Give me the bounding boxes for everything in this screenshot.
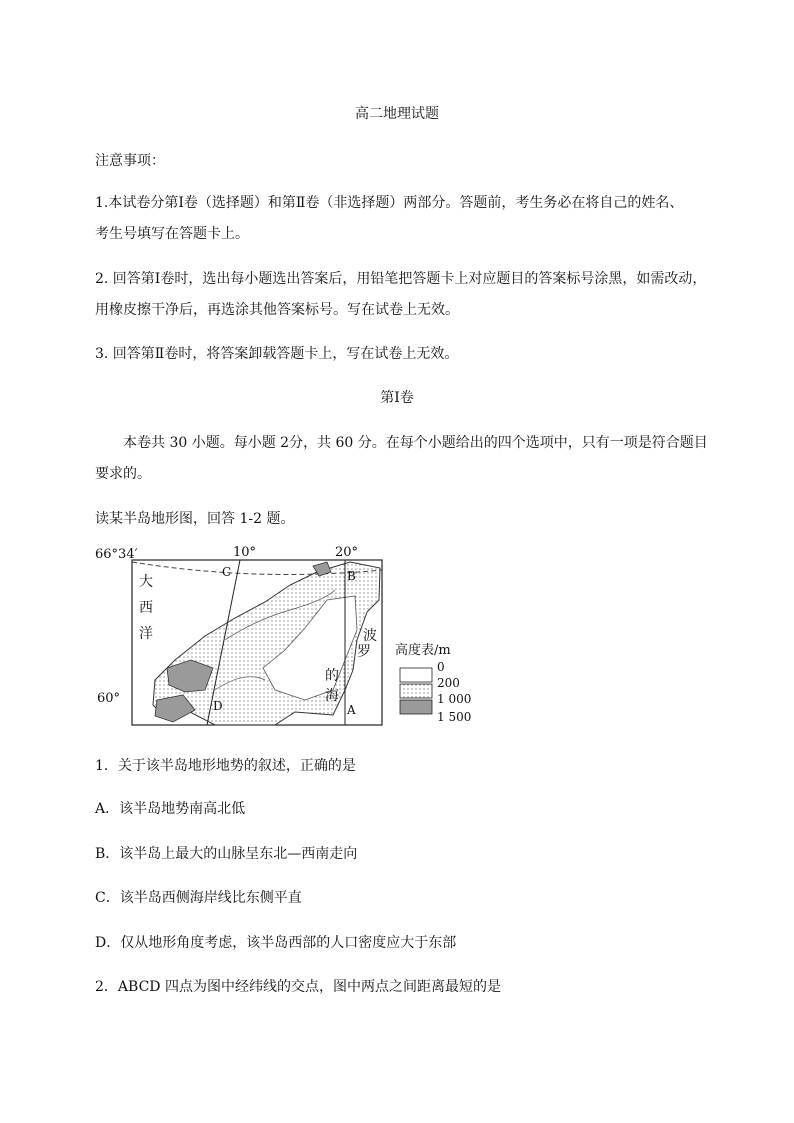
peninsula-topographic-map: [95, 540, 480, 730]
section-title: 第Ⅰ卷: [380, 390, 414, 406]
section-intro-line-1: 本卷共 30 小题。每小题 2分，共 60 分。在每个小题给出的四个选项中，只有一项是符合题目: [123, 435, 708, 451]
notice-heading: 注意事项：: [95, 153, 165, 169]
question-1-option-c: C．该半岛西侧海岸线比东侧平直: [95, 890, 302, 906]
legend-swatch-0-200: [400, 668, 432, 682]
ocean-label-2: 西: [139, 600, 153, 616]
label-lon-20: 20°: [335, 545, 359, 560]
label-lat-bottom: 60°: [97, 691, 121, 706]
legend-title: 高度表/m: [395, 643, 451, 658]
legend-value-200: 200: [437, 676, 460, 690]
question-1-option-b: B．该半岛上最大的山脉呈东北—西南走向: [95, 846, 358, 862]
sea-label-4: 海: [325, 688, 339, 704]
question-1-option-d: D．仅从地形角度考虑，该半岛西部的人口密度应大于东部: [95, 935, 457, 951]
sea-label-1: 波: [363, 628, 377, 644]
notice-item-3: 3. 回答第Ⅱ卷时，将答案卸载答题卡上，写在试卷上无效。: [95, 346, 459, 362]
question-1-option-a: A．该半岛地势南高北低: [95, 801, 246, 817]
legend-swatch-200-1000: [400, 684, 432, 698]
ocean-label-1: 大: [139, 574, 153, 590]
sea-label-2: 罗: [357, 644, 371, 660]
label-lon-10: 10°: [233, 545, 257, 560]
legend-swatch-1000-1500: [400, 700, 432, 714]
legend-value-0: 0: [437, 660, 445, 674]
page-title: 高二地理试题: [355, 106, 439, 122]
question-2-stem: 2．ABCD 四点为图中经纬线的交点，图中两点之间距离最短的是: [95, 979, 501, 995]
notice-item-1-line-1: 1.本试卷分第Ⅰ卷（选择题）和第Ⅱ卷（非选择题）两部分。答题前，考生务必在将自己的姓名、: [95, 195, 684, 211]
section-intro-line-2: 要求的。: [95, 466, 151, 482]
legend-value-1500: 1 500: [437, 710, 472, 724]
map-prompt: 读某半岛地形图，回答 1-2 题。: [95, 511, 295, 527]
point-a-label: A: [347, 703, 356, 717]
label-lat-top: 66°34′: [95, 547, 138, 562]
notice-item-1-line-2: 考生号填写在答题卡上。: [95, 226, 249, 242]
point-d-label: D: [213, 699, 223, 713]
point-c-label: C: [222, 565, 232, 579]
sea-label-3: 的: [325, 668, 339, 684]
ocean-label-3: 洋: [139, 626, 153, 642]
notice-item-2-line-2: 用橡皮擦干净后，再选涂其他答案标号。写在试卷上无效。: [95, 302, 459, 318]
notice-item-2-line-1: 2. 回答第Ⅰ卷时，选出每小题选出答案后，用铅笔把答题卡上对应题目的答案标号涂黑，如需改动，: [95, 271, 707, 287]
legend-value-1000: 1 000: [437, 692, 472, 706]
question-1-stem: 1．关于该半岛地形地势的叙述，正确的是: [95, 758, 356, 774]
point-b-label: B: [347, 569, 356, 583]
